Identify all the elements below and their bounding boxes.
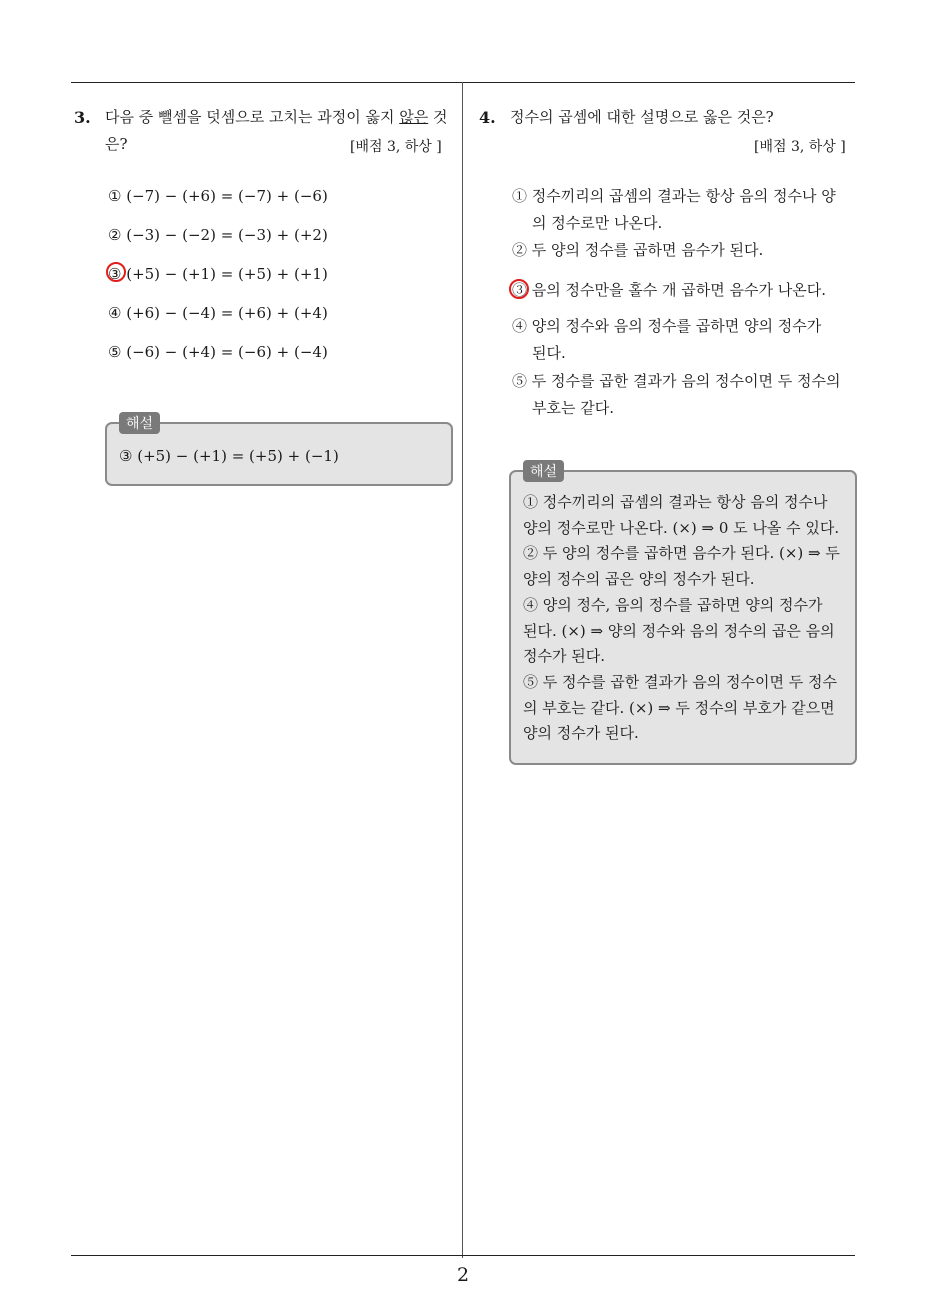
- option-line: 의 정수로만 나온다.: [532, 214, 663, 232]
- score-label: [배점 3, 하상 ]: [754, 139, 846, 155]
- option-3[interactable]: [512, 277, 857, 304]
- solution-box: [509, 470, 857, 765]
- score-label: [배점 3, 하상 ]: [350, 139, 442, 155]
- option-1[interactable]: [512, 183, 857, 237]
- solution-line: 의 부호는 같다. (×) ⇒ 두 정수의 부호가 같으면: [523, 698, 835, 717]
- solution-line: ⑤ 두 정수를 곱한 결과가 음의 정수이면 두 정수: [523, 672, 837, 691]
- option-5[interactable]: ⑤ (−6) − (+4) = (−6) + (−4): [108, 343, 328, 361]
- question-text: 정수의 곱셈에 대한 설명으로 옳은 것은?: [510, 108, 774, 126]
- underlined-word: 않은: [399, 108, 429, 126]
- solution-line: ② 두 양의 정수를 곱하면 음수가 된다. (×) ⇒ 두: [523, 544, 840, 563]
- top-rule: [71, 82, 855, 83]
- option-line: ⑤ 두 정수를 곱한 결과가 음의 정수이면 두 정수의: [512, 372, 841, 390]
- solution-badge: 해설: [523, 460, 564, 482]
- question-text-part: 은?: [105, 135, 128, 153]
- option-line: ④ 양의 정수와 음의 정수를 곱하면 양의 정수가: [512, 317, 822, 335]
- solution-line: ④ 양의 정수, 음의 정수를 곱하면 양의 정수가: [523, 595, 823, 614]
- option-line: 된다.: [532, 344, 566, 362]
- solution-line: ① 정수끼리의 곱셈의 결과는 항상 음의 정수나: [523, 493, 828, 511]
- option-2[interactable]: ② (−3) − (−2) = (−3) + (+2): [108, 226, 328, 244]
- answer-circle-mark: [509, 279, 529, 299]
- bottom-rule: [71, 1255, 855, 1256]
- option-line: ① 정수끼리의 곱셈의 결과는 항상 음의 정수나 양: [512, 187, 836, 205]
- option-line: ② 두 양의 정수를 곱하면 음수가 된다.: [512, 241, 764, 259]
- question-text-part: 것: [428, 108, 448, 126]
- column-divider: [462, 82, 463, 1258]
- option-3[interactable]: ③ (+5) − (+1) = (+5) + (+1): [108, 265, 328, 283]
- option-2[interactable]: [512, 237, 857, 264]
- solution-line: 된다. (×) ⇒ 양의 정수와 음의 정수의 곱은 음의: [523, 621, 835, 640]
- question-text-part: 다음 중 뺄셈을 덧셈으로 고치는 과정이 옳지: [105, 108, 400, 126]
- option-line: ③ 음의 정수만을 홀수 개 곱하면 음수가 나온다.: [512, 281, 826, 299]
- page-number: 2: [456, 1264, 470, 1286]
- solution-text: ③ (+5) − (+1) = (+5) + (−1): [119, 447, 339, 465]
- solution-text: [523, 490, 849, 747]
- solution-line: 양의 정수가 된다.: [523, 724, 639, 743]
- question-number: 3.: [74, 108, 91, 127]
- solution-badge: 해설: [119, 412, 160, 434]
- solution-line: 정수가 된다.: [523, 647, 605, 666]
- option-1[interactable]: ① (−7) − (+6) = (−7) + (−6): [108, 187, 328, 205]
- option-4[interactable]: [512, 313, 857, 367]
- answer-circle-mark: [106, 262, 126, 282]
- option-4[interactable]: ④ (+6) − (−4) = (+6) + (+4): [108, 304, 328, 322]
- option-5[interactable]: [512, 368, 857, 422]
- solution-line: 양의 정수의 곱은 양의 정수가 된다.: [523, 570, 755, 589]
- question-number: 4.: [479, 108, 496, 127]
- option-line: 부호는 같다.: [532, 399, 614, 417]
- solution-line: 양의 정수로만 나온다. (×) ⇒ 0 도 나올 수 있다.: [523, 518, 840, 537]
